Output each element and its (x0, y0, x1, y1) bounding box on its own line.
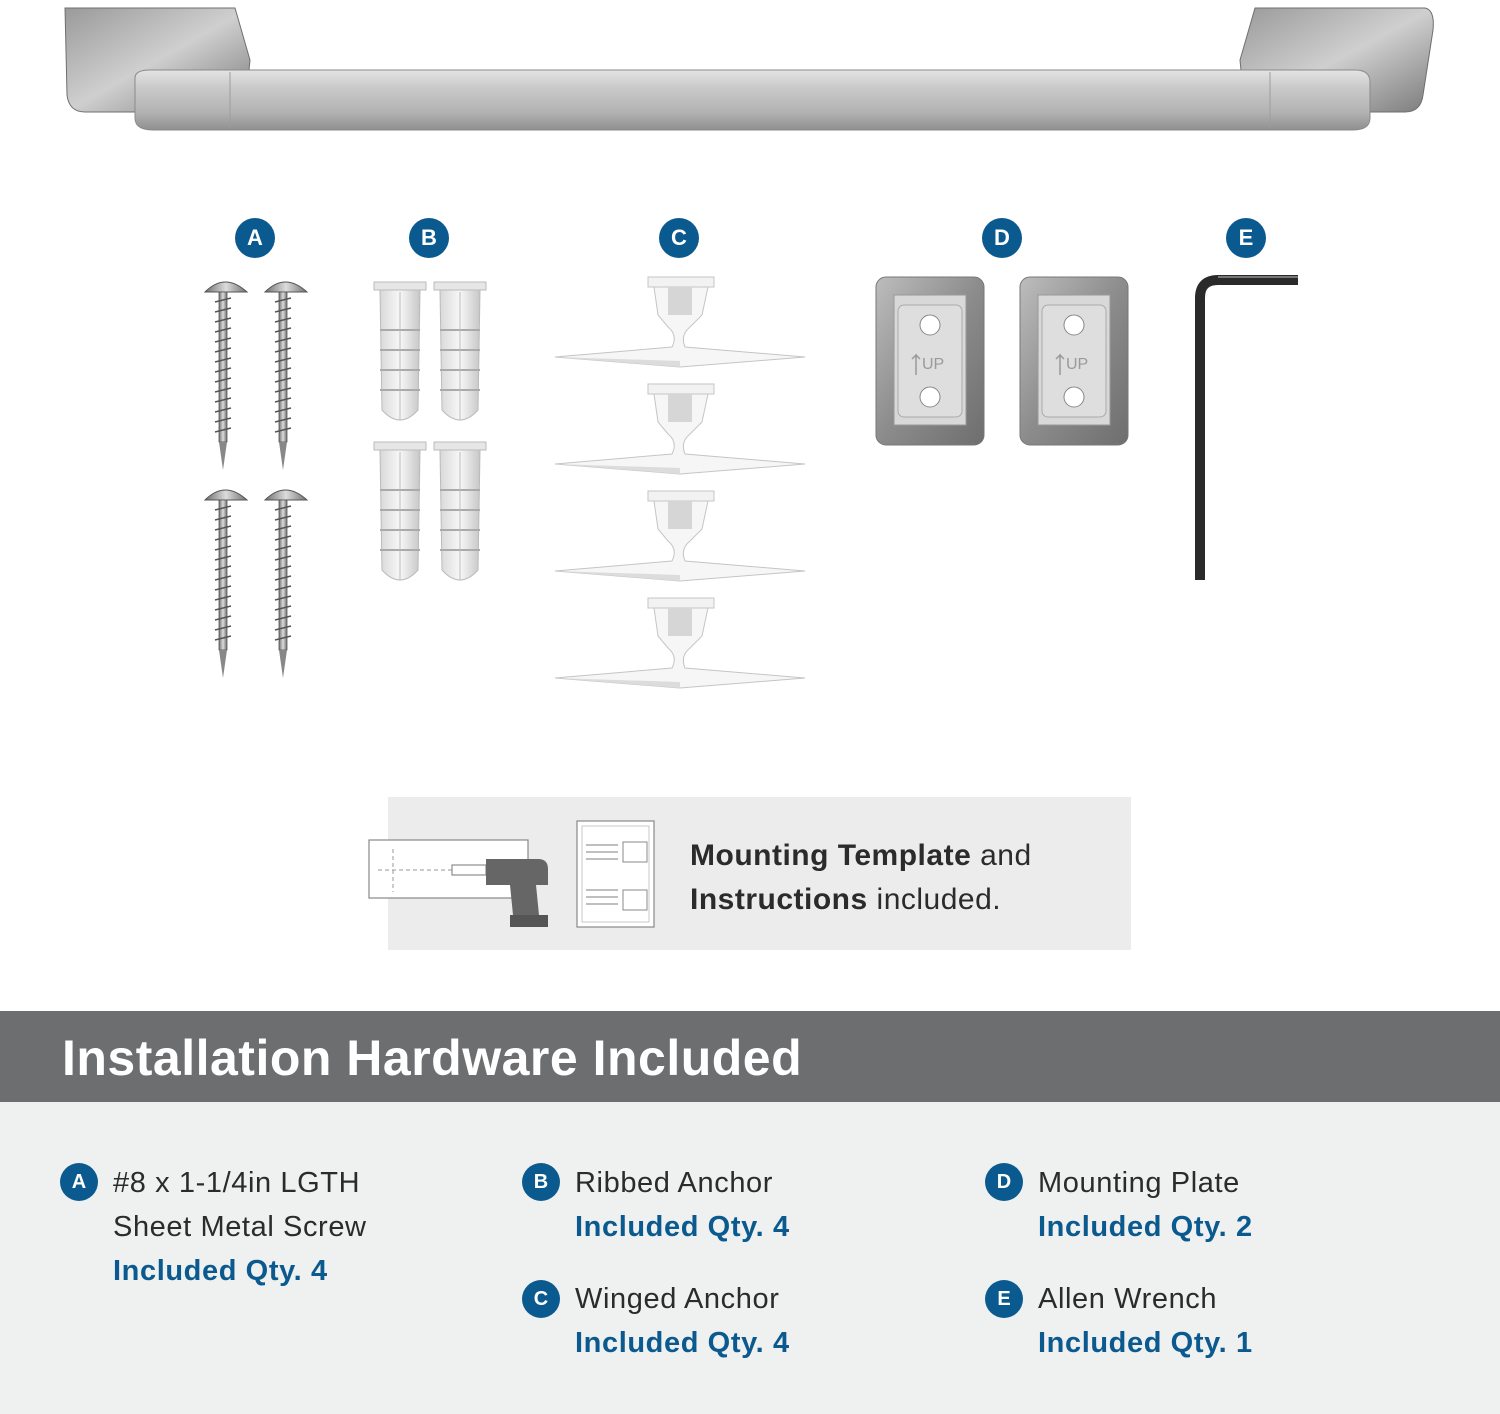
item-c-qty: Included Qty. 4 (575, 1327, 790, 1359)
template-description (690, 834, 1110, 922)
item-c (575, 1277, 790, 1365)
screws-illustration (195, 272, 315, 692)
item-b (575, 1161, 790, 1249)
item-d (1038, 1161, 1253, 1249)
item-a-line2: Sheet Metal Screw (113, 1211, 367, 1243)
part-d-badge: D (982, 218, 1022, 258)
template-normal-2: included. (867, 883, 1002, 916)
winged-anchors-illustration (550, 275, 810, 695)
item-a-badge: A (60, 1163, 98, 1201)
item-a-line1: #8 x 1-1/4in LGTH (113, 1167, 361, 1199)
item-b-line1: Ribbed Anchor (575, 1167, 774, 1199)
instructions-document-icon (576, 820, 656, 930)
item-c-badge: C (522, 1280, 560, 1318)
part-b-badge: B (409, 218, 449, 258)
banner-title: Installation Hardware Included (62, 1030, 803, 1086)
drill-template-icon (368, 837, 553, 929)
mounting-plates-illustration (872, 275, 1132, 450)
item-e-qty: Included Qty. 1 (1038, 1327, 1253, 1359)
part-e-badge: E (1226, 218, 1266, 258)
part-c-badge: C (659, 218, 699, 258)
item-e-badge: E (985, 1280, 1023, 1318)
allen-wrench-illustration (1190, 272, 1305, 587)
item-e-line1: Allen Wrench (1038, 1283, 1218, 1315)
item-a (113, 1161, 367, 1293)
item-d-qty: Included Qty. 2 (1038, 1211, 1253, 1243)
ribbed-anchors-illustration (370, 280, 490, 590)
part-a-badge: A (235, 218, 275, 258)
item-a-qty: Included Qty. 4 (113, 1255, 328, 1287)
item-d-line1: Mounting Plate (1038, 1167, 1240, 1199)
item-e (1038, 1277, 1253, 1365)
template-bold-1: Mounting Template (690, 839, 972, 872)
towel-bar-image (55, 0, 1445, 140)
item-b-badge: B (522, 1163, 560, 1201)
plate-marking-2: UP (1066, 356, 1089, 373)
item-c-line1: Winged Anchor (575, 1283, 780, 1315)
item-b-qty: Included Qty. 4 (575, 1211, 790, 1243)
item-d-badge: D (985, 1163, 1023, 1201)
template-normal-1: and (971, 839, 1032, 872)
template-bold-2: Instructions (690, 883, 868, 916)
plate-marking-1: UP (922, 356, 945, 373)
